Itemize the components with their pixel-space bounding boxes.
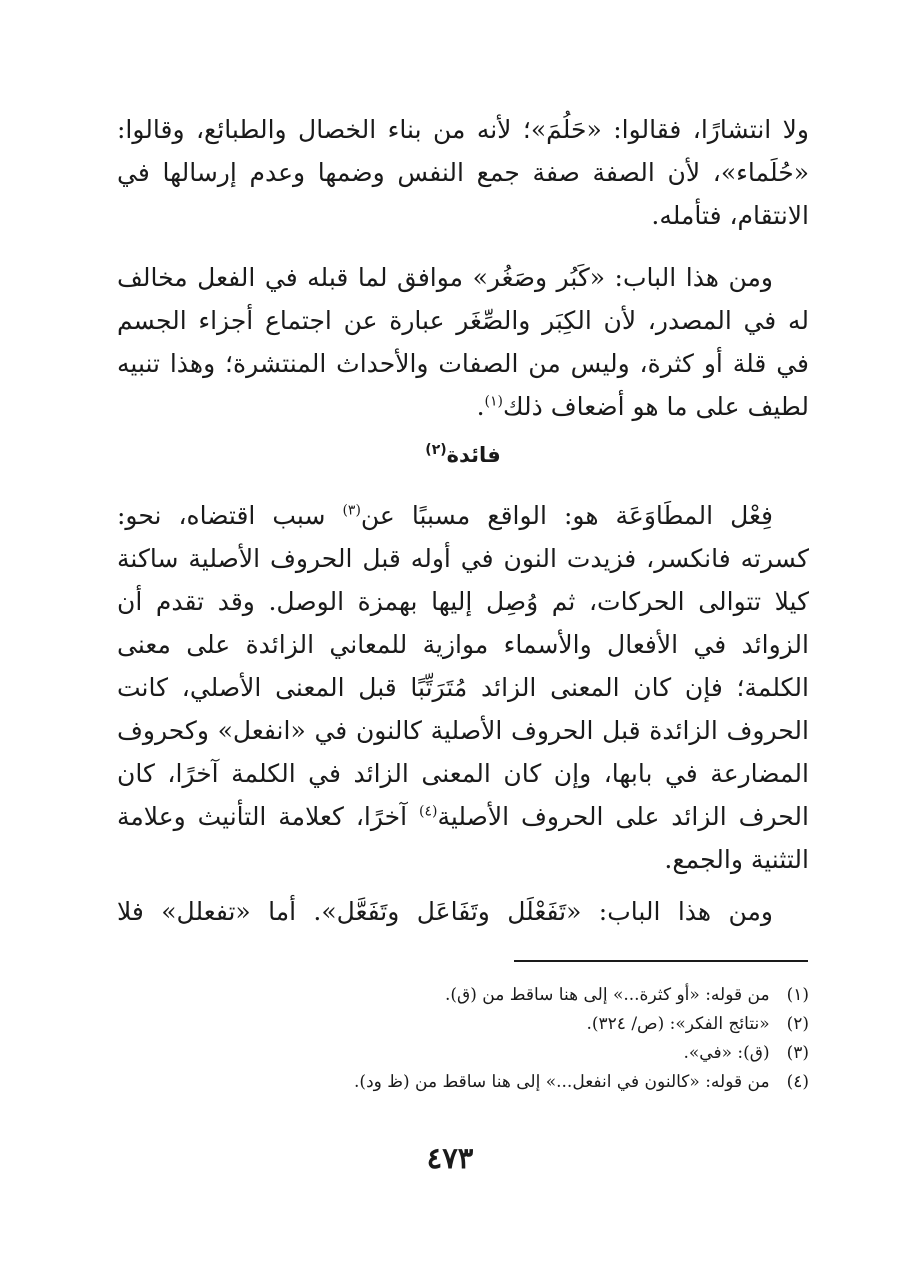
text-line: ومن هذا الباب: «تَفَعْلَل وتَفَاعَل وتَفَعَّل». أما «تفعلل» فلا: [117, 897, 773, 926]
footnote-number: (٢): [786, 1014, 809, 1034]
footnote-number: (٤): [786, 1072, 809, 1092]
text-line: المضارعة في بابها، وإن كان المعنى الزائد في الكلمة آخرًا، كان: [117, 759, 809, 788]
footnote-ref: (٢): [425, 442, 447, 458]
text-line: الزوائد في الأفعال والأسماء موازية للمعاني الزائدة على معنى: [117, 630, 809, 659]
footnote-number: (٣): [786, 1043, 809, 1063]
footnote-item: [117, 981, 809, 1010]
heading-text: فائدة: [446, 443, 501, 467]
paragraph-1: [117, 108, 809, 237]
paragraph-3: [117, 494, 809, 881]
text-segment: آخرًا، كعلامة التأنيث وعلامة: [117, 802, 419, 831]
text-line: «حُلَماء»، لأن الصفة صفة جمع النفس وضمها وعدم إرسالها في: [117, 158, 809, 187]
text-segment: سبب اقتضاه، نحو:: [117, 501, 343, 530]
text-line: التثنية والجمع.: [664, 845, 809, 874]
text-segment: الحرف الزائد على الحروف الأصلية: [437, 802, 809, 831]
text-line: الانتقام، فتأمله.: [651, 201, 809, 230]
footnote-text: «نتائج الفكر»: (ص/ ٣٢٤).: [586, 1014, 770, 1034]
page-number: ٤٧٣: [426, 1141, 474, 1175]
text-line: [117, 795, 809, 838]
footnote-item: [117, 1010, 809, 1039]
text-line: كيلا تتوالى الحركات، ثم وُصِل إليها بهمزة الوصل. وقد تقدم أن: [117, 587, 809, 616]
footnote-ref: (٣): [342, 502, 361, 519]
text-line: ولا انتشارًا، فقالوا: «حَلُمَ»؛ لأنه من بناء الخصال والطبائع، وقالوا:: [117, 115, 809, 144]
text-line: الحروف الزائدة قبل الحروف الأصلية كالنون في «انفعل» وكحروف: [117, 716, 809, 745]
text-line: في قلة أو كثرة، وليس من الصفات والأحداث المنتشرة؛ وهذا تنبيه: [117, 349, 809, 378]
footnote-text: من قوله: «أو كثرة...» إلى هنا ساقط من (ق).: [444, 985, 770, 1005]
footnote-ref: (١): [484, 393, 503, 410]
footnote-text: (ق): «في».: [683, 1043, 770, 1063]
footnote-text: من قوله: «كالنون في انفعل...» إلى هنا ساقط من (ظ ود).: [354, 1072, 770, 1092]
text-line: ومن هذا الباب: «كَبُر وصَغُر» موافق لما قبله في الفعل مخالف: [117, 263, 773, 292]
text-segment: لطيف على ما هو أضعاف ذلك: [502, 392, 809, 421]
footnote-ref: (٤): [418, 803, 438, 820]
text-line: [117, 385, 809, 428]
text-segment: فِعْل المطَاوَعَة هو: الواقع مسببًا عن: [360, 501, 774, 530]
footnote-divider: [514, 960, 808, 962]
text-line: [117, 494, 809, 537]
footnotes: [117, 981, 809, 1097]
text-line: الكلمة؛ فإن كان المعنى الزائد مُتَرَتِّبًا قبل المعنى الأصلي، كانت: [117, 673, 809, 702]
footnote-item: [117, 1039, 809, 1068]
text-line: كسرته فانكسر، فزيدت النون في أوله قبل الحروف الأصلية ساكنة: [117, 544, 809, 573]
text-segment: .: [476, 392, 485, 421]
paragraph-2: [117, 256, 809, 428]
paragraph-4: [117, 890, 809, 933]
footnote-number: (١): [786, 985, 809, 1005]
text-line: له في المصدر، لأن الكِبَر والصِّغَر عبارة عن اجتماع أجزاء الجسم: [117, 306, 809, 335]
section-heading: [117, 438, 809, 472]
footnote-item: [117, 1068, 809, 1097]
